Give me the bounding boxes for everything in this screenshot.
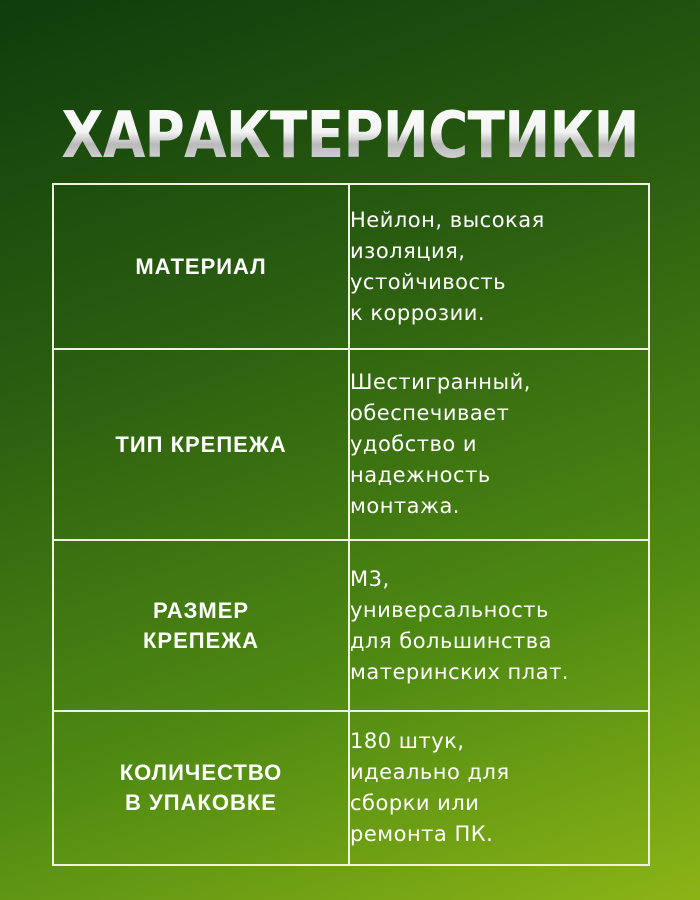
page-title: ХАРАКТЕРИСТИКИ [49, 95, 651, 177]
spec-label-line: КОЛИЧЕСТВО [119, 760, 283, 785]
spec-value-line: для большинства [350, 628, 552, 653]
spec-value-line: Шестигранный, [350, 370, 531, 394]
spec-value-line: обеспечивает [350, 401, 510, 425]
table-row [53, 349, 649, 540]
spec-value-material [349, 184, 649, 349]
spec-value-line: ремонта ПК. [350, 822, 494, 846]
spec-value-quantity [349, 711, 649, 865]
spec-value-line: универсальность [350, 597, 549, 622]
spec-value-line: надежность [350, 463, 491, 487]
spec-value-line: изоляция, [350, 238, 466, 263]
spec-value-fastener-size [349, 540, 649, 711]
spec-value-line: монтажа. [350, 494, 460, 518]
spec-value-line: 180 штук, [350, 729, 465, 753]
spec-label-fastener-size [53, 540, 349, 711]
table-row [53, 540, 649, 711]
spec-label-fastener-type [53, 349, 349, 540]
spec-label-line: РАЗМЕР [152, 597, 250, 623]
spec-label-line: В УПАКОВКЕ [125, 790, 277, 815]
table-row [53, 711, 649, 865]
table-row [53, 184, 649, 349]
spec-value-line: материнских плат. [350, 659, 569, 684]
spec-value-line: удобство и [350, 432, 478, 456]
spec-value-line: устойчивость [350, 269, 507, 294]
spec-value-line: Нейлон, высокая [350, 207, 545, 232]
spec-value-fastener-type [349, 349, 649, 540]
spec-label-line: КРЕПЕЖА [142, 627, 260, 653]
spec-label-material [53, 184, 349, 349]
spec-label-line: МАТЕРИАЛ [135, 253, 267, 279]
spec-value-line: идеально для [350, 760, 510, 784]
spec-value-line: М3, [350, 566, 390, 591]
spec-value-line: сборки или [350, 791, 480, 815]
specs-table [52, 183, 650, 866]
spec-value-line: к коррозии. [350, 300, 486, 325]
spec-label-quantity [53, 711, 349, 865]
spec-label-line: ТИП КРЕПЕЖА [115, 431, 287, 457]
